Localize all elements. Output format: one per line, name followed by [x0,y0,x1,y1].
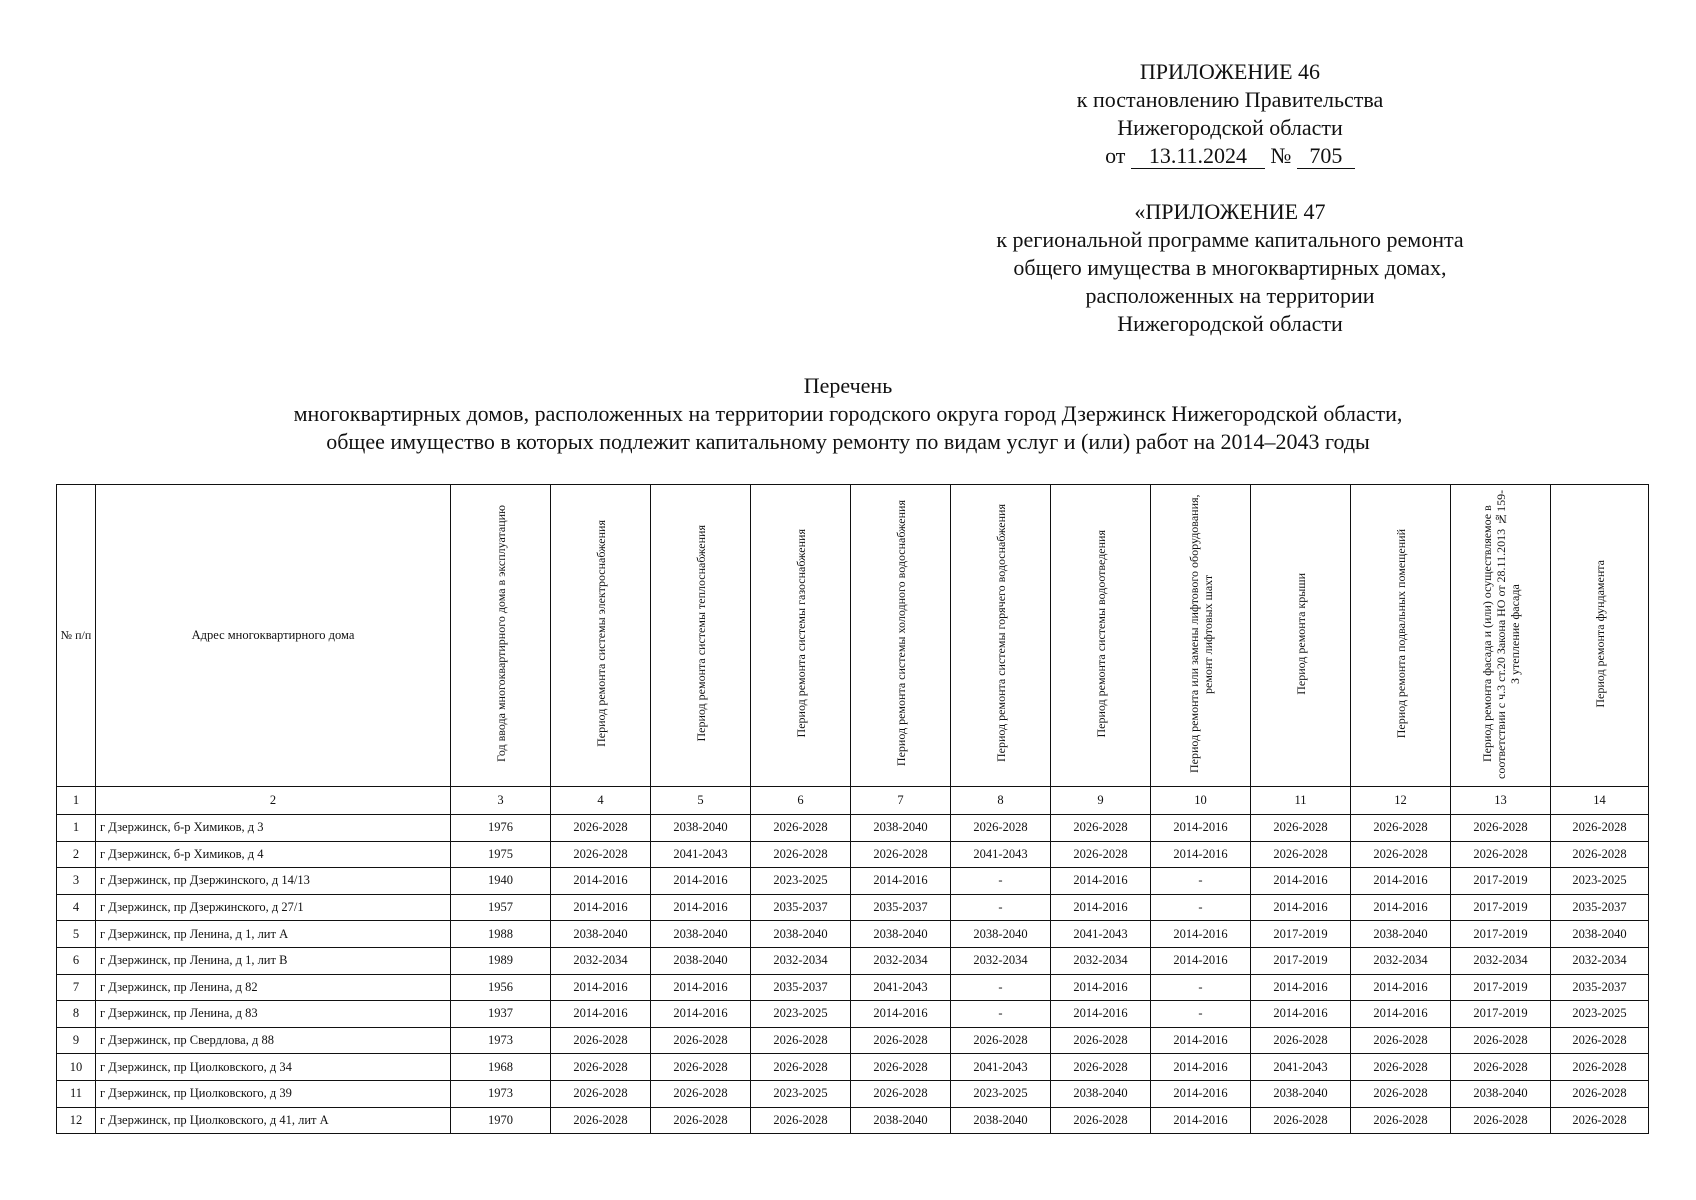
table-cell: 1937 [451,1001,551,1028]
appendix-line-2: Нижегородской области [1117,115,1343,140]
table-cell: 2026-2028 [751,1027,851,1054]
table-cell: 2026-2028 [1351,1080,1451,1107]
table-cell: 2032-2034 [551,947,651,974]
table-row [57,1027,1649,1054]
row-number-cell: 10 [57,1054,96,1081]
header-number: № п/п [57,485,96,787]
table-cell: 2026-2028 [1451,1107,1551,1134]
table-cell: 2014-2016 [1251,868,1351,895]
table-cell: 2035-2037 [1551,974,1649,1001]
appendix-number: 705 [1297,144,1355,169]
table-cell: 2032-2034 [1351,947,1451,974]
table-cell: 2041-2043 [951,1054,1051,1081]
table-cell: 2026-2028 [851,1027,951,1054]
table-row [57,974,1649,1001]
table-cell: 2026-2028 [751,815,851,842]
table-cell: 2017-2019 [1251,921,1351,948]
table-cell: 2026-2028 [651,1054,751,1081]
table-cell: 2026-2028 [1251,815,1351,842]
header-hot-water: Период ремонта системы горячего водоснабжения [951,485,1051,787]
column-number: 2 [96,787,451,815]
table-cell: 2014-2016 [1051,894,1151,921]
column-number: 9 [1051,787,1151,815]
column-number: 3 [451,787,551,815]
table-cell: 2017-2019 [1451,894,1551,921]
table-cell: 2041-2043 [951,841,1051,868]
table-header-row [57,485,1649,787]
table-cell: 2026-2028 [1351,1027,1451,1054]
address-cell: г Дзержинск, пр Дзержинского, д 14/13 [96,868,451,895]
row-number-cell: 5 [57,921,96,948]
table-cell: 2038-2040 [1251,1080,1351,1107]
table-cell: 2026-2028 [1251,1027,1351,1054]
sub-appendix-line-1: к региональной программе капитального ремонта [996,227,1464,252]
table-cell: 2041-2043 [851,974,951,1001]
table-cell: 2026-2028 [1551,841,1649,868]
header-electric: Период ремонта системы электроснабжения [551,485,651,787]
table-row [57,947,1649,974]
appendix-46-header [960,58,1500,170]
table-cell: 2041-2043 [1051,921,1151,948]
table-cell: 2023-2025 [1551,1001,1649,1028]
table-cell: 1975 [451,841,551,868]
table-cell: 2014-2016 [1351,1001,1451,1028]
column-number: 12 [1351,787,1451,815]
table-cell: 2014-2016 [1351,974,1451,1001]
table-row [57,921,1649,948]
header-elevator: Период ремонта или замены лифтового оборудования, ремонт лифтовых шахт [1151,485,1251,787]
row-number-cell: 8 [57,1001,96,1028]
table-cell: 2026-2028 [951,1027,1051,1054]
appendix-title: ПРИЛОЖЕНИЕ 46 [1139,59,1321,84]
table-cell: 2026-2028 [1051,1107,1151,1134]
table-cell: 2026-2028 [1451,841,1551,868]
table-cell: 2026-2028 [1551,815,1649,842]
row-number-cell: 1 [57,815,96,842]
table-cell: 2026-2028 [1451,815,1551,842]
header-roof: Период ремонта крыши [1251,485,1351,787]
table-cell: - [1151,894,1251,921]
table-cell: 1973 [451,1027,551,1054]
table-cell: 1973 [451,1080,551,1107]
table-row [57,894,1649,921]
table-cell: 2026-2028 [751,1107,851,1134]
header-gas: Период ремонта системы газоснабжения [751,485,851,787]
table-cell: 2026-2028 [1351,841,1451,868]
appendix-line-1: к постановлению Правительства [1076,87,1384,112]
address-cell: г Дзержинск, б-р Химиков, д 4 [96,841,451,868]
table-cell: 2014-2016 [1251,974,1351,1001]
table-cell: 2014-2016 [1051,868,1151,895]
table-cell: 2014-2016 [1051,1001,1151,1028]
table-cell: 2014-2016 [1151,947,1251,974]
table-cell: 2038-2040 [851,1107,951,1134]
table-cell: 1970 [451,1107,551,1134]
table-cell: 2038-2040 [751,921,851,948]
table-row [57,868,1649,895]
sub-appendix-line-4: Нижегородской области [1117,311,1343,336]
title-line-2: многоквартирных домов, расположенных на территории городского округа город Дзержинск Нижегородской области, [293,401,1403,426]
document-title [0,372,1696,456]
table-cell: 2026-2028 [1551,1027,1649,1054]
title-line-3: общее имущество в которых подлежит капитальному ремонту по видам услуг и (или) работ на 2014–2043 годы [326,429,1370,454]
row-number-cell: 7 [57,974,96,1001]
address-cell: г Дзержинск, пр Циолковского, д 34 [96,1054,451,1081]
header-facade: Период ремонта фасада и (или) осуществляемое в соответствии с ч.3 ст.20 Закона НО от 28.11.2013 №159-З утепление фасада [1451,485,1551,787]
address-cell: г Дзержинск, пр Циолковского, д 39 [96,1080,451,1107]
table-cell: 2038-2040 [951,921,1051,948]
row-number-cell: 9 [57,1027,96,1054]
table-cell: 2035-2037 [851,894,951,921]
table-cell: 2026-2028 [1051,1027,1151,1054]
table-cell: 2017-2019 [1251,947,1351,974]
table-cell: 2026-2028 [751,1054,851,1081]
table-cell: 2026-2028 [1551,1080,1649,1107]
table-cell: 2038-2040 [1351,921,1451,948]
table-cell: - [951,1001,1051,1028]
table-cell: 2032-2034 [1051,947,1151,974]
sub-appendix-line-2: общего имущества в многоквартирных домах, [1013,255,1447,280]
address-cell: г Дзержинск, пр Циолковского, д 41, лит А [96,1107,451,1134]
table-cell: 2026-2028 [1351,1107,1451,1134]
table-cell: 2014-2016 [551,894,651,921]
table-cell: 2026-2028 [551,1080,651,1107]
table-cell: 2014-2016 [1251,1001,1351,1028]
header-year: Год ввода многоквартирного дома в эксплуатацию [451,485,551,787]
table-cell: 2014-2016 [851,1001,951,1028]
row-number-cell: 3 [57,868,96,895]
column-number: 7 [851,787,951,815]
table-cell: - [951,974,1051,1001]
table-cell: 2017-2019 [1451,921,1551,948]
table-cell: 2026-2028 [1451,1027,1551,1054]
table-cell: - [1151,974,1251,1001]
table-cell: 2014-2016 [1351,894,1451,921]
address-cell: г Дзержинск, пр Ленина, д 82 [96,974,451,1001]
table-cell: 2035-2037 [751,894,851,921]
table-cell: 2038-2040 [1551,921,1649,948]
buildings-table [56,484,1649,1134]
table-cell: - [951,894,1051,921]
sub-appendix-line-3: расположенных на территории [1085,283,1375,308]
table-cell: 2026-2028 [1351,815,1451,842]
table-cell: 2014-2016 [1051,974,1151,1001]
table-cell: 2023-2025 [751,1001,851,1028]
table-cell: 2026-2028 [651,1027,751,1054]
date-prefix: от [1105,143,1126,168]
row-number-cell: 2 [57,841,96,868]
table-cell: 2038-2040 [951,1107,1051,1134]
row-number-cell: 6 [57,947,96,974]
address-cell: г Дзержинск, пр Ленина, д 1, лит В [96,947,451,974]
table-cell: 2014-2016 [1151,841,1251,868]
table-cell: 2023-2025 [951,1080,1051,1107]
table-row [57,841,1649,868]
column-number: 4 [551,787,651,815]
header-heating: Период ремонта системы теплоснабжения [651,485,751,787]
table-cell: 2038-2040 [851,921,951,948]
address-cell: г Дзержинск, пр Дзержинского, д 27/1 [96,894,451,921]
table-cell: 2026-2028 [551,1027,651,1054]
table-cell: 2032-2034 [851,947,951,974]
table-cell: 2041-2043 [1251,1054,1351,1081]
column-number: 13 [1451,787,1551,815]
row-number-cell: 4 [57,894,96,921]
column-number: 5 [651,787,751,815]
table-cell: 2038-2040 [1451,1080,1551,1107]
column-number-row [57,787,1649,815]
appendix-47-header [940,198,1520,338]
column-number: 8 [951,787,1051,815]
table-cell: 2014-2016 [651,1001,751,1028]
table-cell: 2026-2028 [1351,1054,1451,1081]
table-cell: 2017-2019 [1451,1001,1551,1028]
table-cell: 1976 [451,815,551,842]
table-cell: 2014-2016 [651,868,751,895]
table-body [57,815,1649,1134]
appendix-date: 13.11.2024 [1131,144,1265,169]
number-sign: № [1270,143,1292,168]
table-row [57,815,1649,842]
table-cell: 2026-2028 [1251,1107,1351,1134]
appendix-date-line [960,142,1500,170]
table-cell: 2026-2028 [551,1107,651,1134]
table-cell: 2023-2025 [751,1080,851,1107]
row-number-cell: 11 [57,1080,96,1107]
table-cell: 2026-2028 [1051,1054,1151,1081]
column-number: 10 [1151,787,1251,815]
table-cell: 2035-2037 [751,974,851,1001]
table-cell: 1957 [451,894,551,921]
address-cell: г Дзержинск, пр Ленина, д 1, лит А [96,921,451,948]
table-cell: 2026-2028 [851,841,951,868]
table-cell: 2014-2016 [1151,815,1251,842]
table-cell: 2026-2028 [651,1080,751,1107]
table-cell: 2014-2016 [651,894,751,921]
table-row [57,1107,1649,1134]
table-cell: 2017-2019 [1451,868,1551,895]
table-cell: 2026-2028 [651,1107,751,1134]
header-address: Адрес многоквартирного дома [96,485,451,787]
column-number: 6 [751,787,851,815]
table-cell: - [1151,868,1251,895]
table-cell: 2035-2037 [1551,894,1649,921]
table-cell: 2023-2025 [751,868,851,895]
table-cell: 2026-2028 [1251,841,1351,868]
table-cell: 1988 [451,921,551,948]
column-number: 14 [1551,787,1649,815]
table-cell: 2032-2034 [1451,947,1551,974]
table-cell: 2026-2028 [851,1054,951,1081]
table-cell: 2014-2016 [1151,1054,1251,1081]
table-cell: 2014-2016 [1151,921,1251,948]
table-cell: 1940 [451,868,551,895]
column-number: 1 [57,787,96,815]
table-cell: 2032-2034 [1551,947,1649,974]
table-cell: 2038-2040 [551,921,651,948]
table-cell: 2023-2025 [1551,868,1649,895]
address-cell: г Дзержинск, пр Ленина, д 83 [96,1001,451,1028]
table-cell: 2026-2028 [1051,841,1151,868]
table-cell: 2014-2016 [551,1001,651,1028]
table-cell: 2038-2040 [651,921,751,948]
header-foundation: Период ремонта фундамента [1551,485,1649,787]
table-cell: 2014-2016 [1151,1107,1251,1134]
address-cell: г Дзержинск, пр Свердлова, д 88 [96,1027,451,1054]
header-basement: Период ремонта подвальных помещений [1351,485,1451,787]
table-cell: - [1151,1001,1251,1028]
table-cell: 2014-2016 [1351,868,1451,895]
table-cell: 2014-2016 [551,868,651,895]
column-number: 11 [1251,787,1351,815]
table-cell: 2026-2028 [951,815,1051,842]
table-cell: 2014-2016 [1151,1080,1251,1107]
table-cell: 2026-2028 [551,841,651,868]
sub-appendix-title: «ПРИЛОЖЕНИЕ 47 [1134,199,1326,224]
header-sewage: Период ремонта системы водоотведения [1051,485,1151,787]
table-cell: 2026-2028 [551,1054,651,1081]
table-cell: 1968 [451,1054,551,1081]
table-cell: 2014-2016 [1251,894,1351,921]
table-cell: 2017-2019 [1451,974,1551,1001]
table-cell: 1989 [451,947,551,974]
table-cell: 2014-2016 [1151,1027,1251,1054]
title-line-1: Перечень [803,373,893,398]
table-cell: 2038-2040 [651,947,751,974]
table-cell: 2014-2016 [651,974,751,1001]
table-cell: 2026-2028 [1051,815,1151,842]
table-cell: 2041-2043 [651,841,751,868]
table-cell: 2032-2034 [751,947,851,974]
table-row [57,1001,1649,1028]
table-row [57,1080,1649,1107]
table-cell: 2026-2028 [1551,1054,1649,1081]
header-cold-water: Период ремонта системы холодного водоснабжения [851,485,951,787]
table-cell: 2038-2040 [651,815,751,842]
table-cell: 1956 [451,974,551,1001]
table-cell: 2014-2016 [851,868,951,895]
table-cell: - [951,868,1051,895]
table-cell: 2038-2040 [1051,1080,1151,1107]
address-cell: г Дзержинск, б-р Химиков, д 3 [96,815,451,842]
table-cell: 2038-2040 [851,815,951,842]
table-row [57,1054,1649,1081]
table-cell: 2026-2028 [1551,1107,1649,1134]
table-cell: 2026-2028 [751,841,851,868]
table-cell: 2032-2034 [951,947,1051,974]
table-cell: 2026-2028 [551,815,651,842]
table-cell: 2026-2028 [1451,1054,1551,1081]
table-cell: 2014-2016 [551,974,651,1001]
table-cell: 2026-2028 [851,1080,951,1107]
row-number-cell: 12 [57,1107,96,1134]
